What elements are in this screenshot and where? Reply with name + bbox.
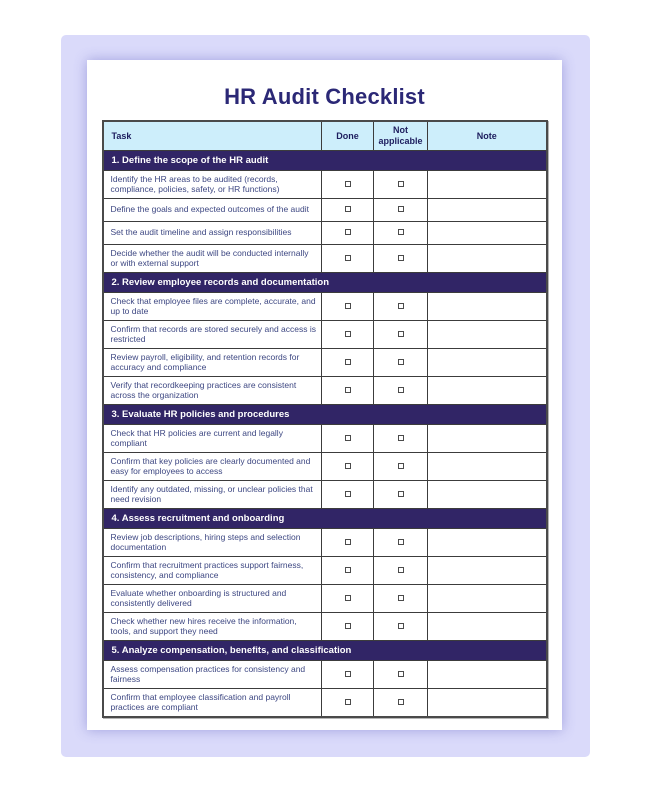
- not-applicable-cell: [374, 660, 428, 688]
- not-applicable-checkbox[interactable]: [398, 181, 404, 187]
- task-row: [103, 452, 547, 480]
- note-cell[interactable]: [428, 198, 547, 221]
- section-header-row: [103, 508, 547, 528]
- not-applicable-checkbox[interactable]: [398, 206, 404, 212]
- done-cell: [322, 320, 374, 348]
- task-row: [103, 480, 547, 508]
- task-label: Check that employee files are complete, accurate, and up to date: [103, 292, 322, 320]
- not-applicable-cell: [374, 244, 428, 272]
- note-cell[interactable]: [428, 452, 547, 480]
- done-cell: [322, 556, 374, 584]
- not-applicable-checkbox[interactable]: [398, 491, 404, 497]
- done-cell: [322, 584, 374, 612]
- not-applicable-checkbox[interactable]: [398, 595, 404, 601]
- checklist-body: [103, 150, 547, 717]
- not-applicable-checkbox[interactable]: [398, 539, 404, 545]
- section-title: 2. Review employee records and documentation: [103, 272, 547, 292]
- done-cell: [322, 292, 374, 320]
- done-checkbox[interactable]: [345, 359, 351, 365]
- task-label: Identify the HR areas to be audited (records, compliance, policies, safety, or HR functions): [103, 170, 322, 198]
- section-title: 4. Assess recruitment and onboarding: [103, 508, 547, 528]
- task-label: Confirm that records are stored securely and access is restricted: [103, 320, 322, 348]
- task-row: [103, 612, 547, 640]
- section-header-row: [103, 150, 547, 170]
- done-cell: [322, 244, 374, 272]
- document-frame: [61, 35, 590, 757]
- not-applicable-cell: [374, 452, 428, 480]
- note-cell[interactable]: [428, 170, 547, 198]
- task-label: Evaluate whether onboarding is structured and consistently delivered: [103, 584, 322, 612]
- task-label: Check that HR policies are current and legally compliant: [103, 424, 322, 452]
- not-applicable-checkbox[interactable]: [398, 671, 404, 677]
- task-label: Confirm that recruitment practices support fairness, consistency, and compliance: [103, 556, 322, 584]
- not-applicable-cell: [374, 688, 428, 717]
- done-cell: [322, 348, 374, 376]
- done-checkbox[interactable]: [345, 491, 351, 497]
- note-cell[interactable]: [428, 480, 547, 508]
- note-cell[interactable]: [428, 688, 547, 717]
- task-label: Define the goals and expected outcomes of the audit: [103, 198, 322, 221]
- task-row: [103, 376, 547, 404]
- task-row: [103, 320, 547, 348]
- col-header-done: Done: [322, 121, 374, 150]
- not-applicable-cell: [374, 198, 428, 221]
- done-checkbox[interactable]: [345, 331, 351, 337]
- note-cell[interactable]: [428, 528, 547, 556]
- note-cell[interactable]: [428, 376, 547, 404]
- done-cell: [322, 376, 374, 404]
- task-label: Decide whether the audit will be conducted internally or with external support: [103, 244, 322, 272]
- task-row: [103, 244, 547, 272]
- note-cell[interactable]: [428, 424, 547, 452]
- not-applicable-cell: [374, 556, 428, 584]
- not-applicable-checkbox[interactable]: [398, 303, 404, 309]
- task-row: [103, 221, 547, 244]
- task-row: [103, 688, 547, 717]
- task-row: [103, 584, 547, 612]
- note-cell[interactable]: [428, 244, 547, 272]
- not-applicable-cell: [374, 292, 428, 320]
- not-applicable-checkbox[interactable]: [398, 387, 404, 393]
- not-applicable-cell: [374, 170, 428, 198]
- not-applicable-cell: [374, 480, 428, 508]
- note-cell[interactable]: [428, 348, 547, 376]
- done-checkbox[interactable]: [345, 595, 351, 601]
- task-label: Confirm that employee classification and payroll practices are compliant: [103, 688, 322, 717]
- task-row: [103, 660, 547, 688]
- done-checkbox[interactable]: [345, 539, 351, 545]
- not-applicable-cell: [374, 320, 428, 348]
- note-cell[interactable]: [428, 660, 547, 688]
- task-label: Review job descriptions, hiring steps and selection documentation: [103, 528, 322, 556]
- section-header-row: [103, 272, 547, 292]
- not-applicable-cell: [374, 528, 428, 556]
- task-row: [103, 424, 547, 452]
- section-header-row: [103, 640, 547, 660]
- done-checkbox[interactable]: [345, 463, 351, 469]
- not-applicable-checkbox[interactable]: [398, 331, 404, 337]
- done-checkbox[interactable]: [345, 181, 351, 187]
- done-checkbox[interactable]: [345, 255, 351, 261]
- done-cell: [322, 198, 374, 221]
- done-cell: [322, 612, 374, 640]
- done-checkbox[interactable]: [345, 303, 351, 309]
- not-applicable-cell: [374, 376, 428, 404]
- done-checkbox[interactable]: [345, 671, 351, 677]
- not-applicable-cell: [374, 221, 428, 244]
- section-title: 3. Evaluate HR policies and procedures: [103, 404, 547, 424]
- done-checkbox[interactable]: [345, 567, 351, 573]
- task-row: [103, 198, 547, 221]
- task-label: Review payroll, eligibility, and retention records for accuracy and compliance: [103, 348, 322, 376]
- task-row: [103, 528, 547, 556]
- done-cell: [322, 688, 374, 717]
- col-header-task: Task: [103, 121, 322, 150]
- done-checkbox[interactable]: [345, 387, 351, 393]
- done-cell: [322, 221, 374, 244]
- column-header-row: [103, 121, 547, 150]
- section-header-row: [103, 404, 547, 424]
- note-cell[interactable]: [428, 612, 547, 640]
- done-checkbox[interactable]: [345, 229, 351, 235]
- note-cell[interactable]: [428, 320, 547, 348]
- not-applicable-checkbox[interactable]: [398, 699, 404, 705]
- col-header-not-applicable: Not applicable: [374, 121, 428, 150]
- done-cell: [322, 528, 374, 556]
- task-label: Check whether new hires receive the information, tools, and support they need: [103, 612, 322, 640]
- done-checkbox[interactable]: [345, 206, 351, 212]
- section-title: 1. Define the scope of the HR audit: [103, 150, 547, 170]
- not-applicable-cell: [374, 348, 428, 376]
- done-checkbox[interactable]: [345, 623, 351, 629]
- task-label: Verify that recordkeeping practices are consistent across the organization: [103, 376, 322, 404]
- done-cell: [322, 452, 374, 480]
- task-label: Confirm that key policies are clearly documented and easy for employees to access: [103, 452, 322, 480]
- not-applicable-cell: [374, 612, 428, 640]
- section-title: 5. Analyze compensation, benefits, and classification: [103, 640, 547, 660]
- task-row: [103, 348, 547, 376]
- note-cell[interactable]: [428, 292, 547, 320]
- not-applicable-checkbox[interactable]: [398, 567, 404, 573]
- done-cell: [322, 660, 374, 688]
- done-cell: [322, 480, 374, 508]
- note-cell[interactable]: [428, 556, 547, 584]
- not-applicable-cell: [374, 424, 428, 452]
- not-applicable-checkbox[interactable]: [398, 463, 404, 469]
- done-checkbox[interactable]: [345, 699, 351, 705]
- not-applicable-checkbox[interactable]: [398, 359, 404, 365]
- note-cell[interactable]: [428, 221, 547, 244]
- task-label: Identify any outdated, missing, or unclear policies that need revision: [103, 480, 322, 508]
- checklist-table: [102, 120, 548, 718]
- task-label: Assess compensation practices for consistency and fairness: [103, 660, 322, 688]
- not-applicable-cell: [374, 584, 428, 612]
- done-cell: [322, 424, 374, 452]
- task-label: Set the audit timeline and assign responsibilities: [103, 221, 322, 244]
- page-title: HR Audit Checklist: [224, 84, 425, 109]
- task-row: [103, 170, 547, 198]
- col-header-note: Note: [428, 121, 547, 150]
- not-applicable-checkbox[interactable]: [398, 229, 404, 235]
- task-row: [103, 556, 547, 584]
- not-applicable-checkbox[interactable]: [398, 435, 404, 441]
- done-checkbox[interactable]: [345, 435, 351, 441]
- not-applicable-checkbox[interactable]: [398, 623, 404, 629]
- document-page: [87, 60, 562, 730]
- task-row: [103, 292, 547, 320]
- done-cell: [322, 170, 374, 198]
- not-applicable-checkbox[interactable]: [398, 255, 404, 261]
- note-cell[interactable]: [428, 584, 547, 612]
